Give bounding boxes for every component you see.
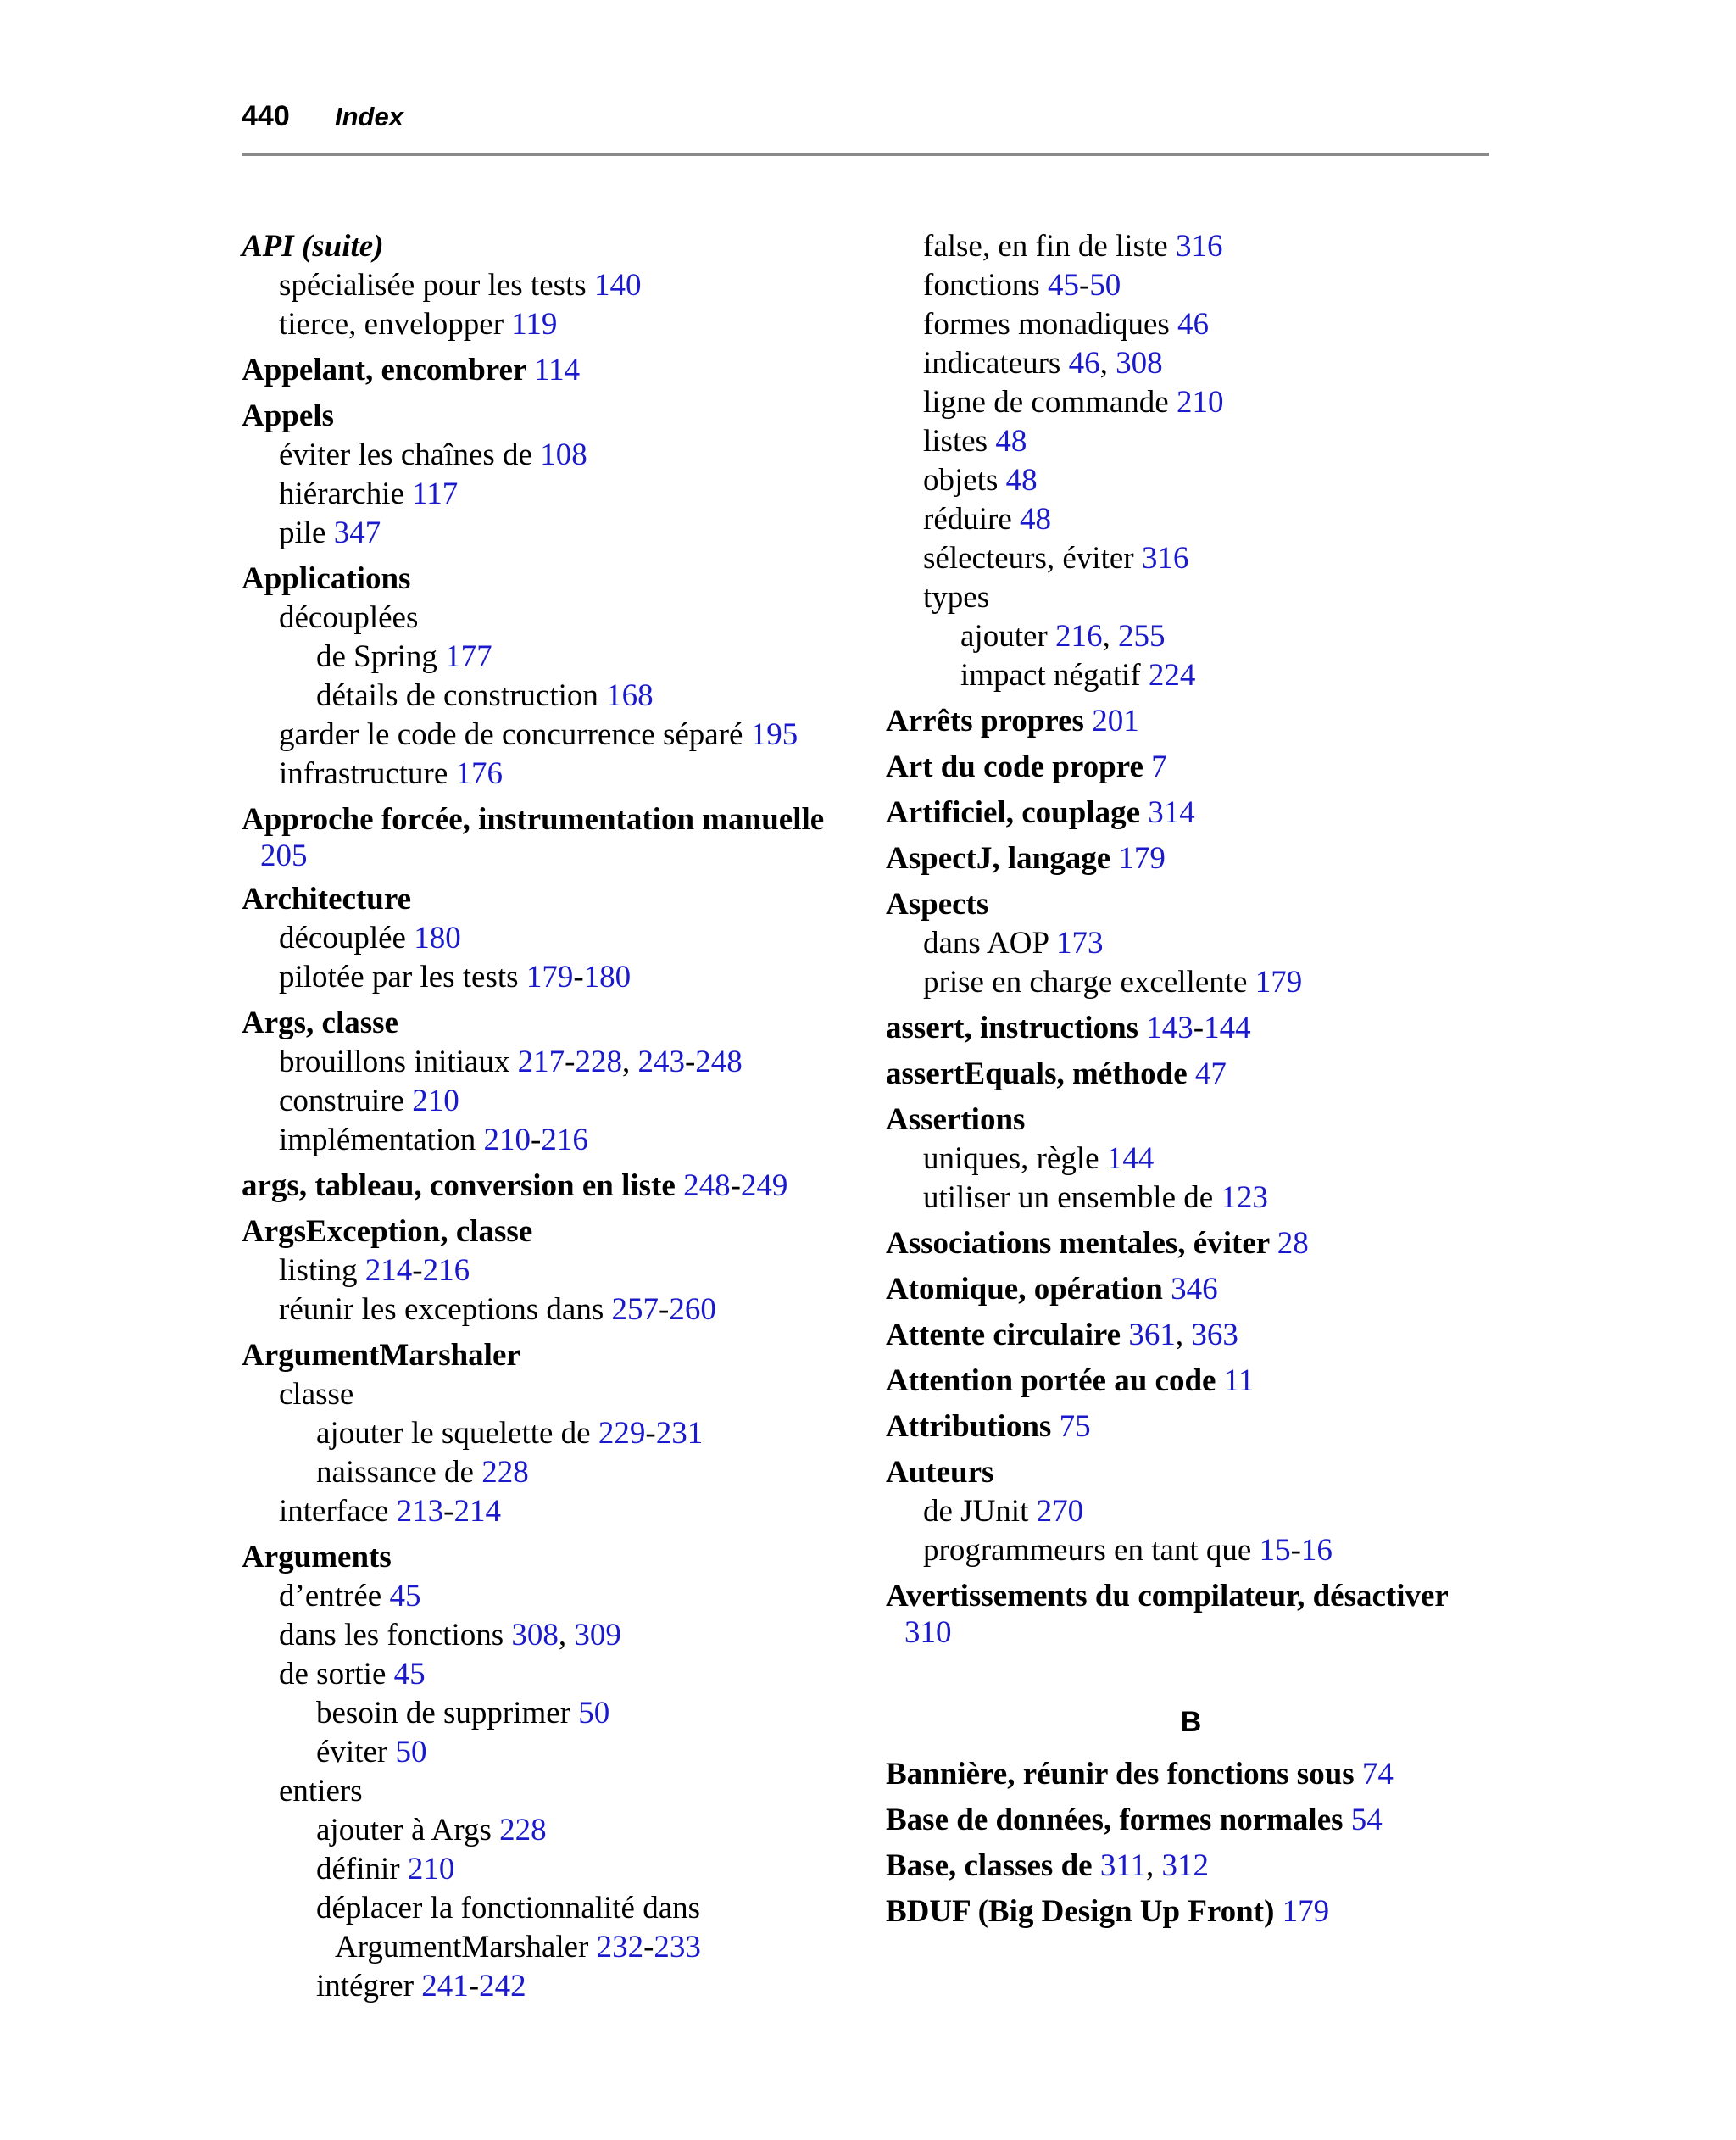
entry-text: uniques, règle xyxy=(923,1141,1099,1176)
index-subentry xyxy=(242,1733,852,1772)
page-reference-link[interactable]: 50 xyxy=(1089,268,1121,303)
page-reference-link[interactable]: 216 xyxy=(422,1253,470,1288)
index-main-entry xyxy=(886,839,1496,878)
index-subentry xyxy=(242,305,852,344)
index-subentry xyxy=(886,1492,1496,1531)
index-main-entry xyxy=(242,1212,852,1251)
index-main-entry: Base, classes de 311, 312 xyxy=(886,1848,1209,1883)
entry-text: formes monadiques xyxy=(923,307,1170,342)
page-reference-link[interactable]: 48 xyxy=(1005,463,1038,498)
index-main-entry xyxy=(886,1892,1496,1931)
page-reference-link[interactable]: 15 xyxy=(1259,1533,1291,1568)
entry-text: Attention portée au code xyxy=(886,1363,1216,1398)
entry-text: tierce, envelopper xyxy=(279,307,504,342)
page-reference-link[interactable]: 316 xyxy=(1141,541,1189,576)
index-subentry xyxy=(886,539,1496,578)
entry-text: Applications xyxy=(242,561,411,596)
page-reference-link[interactable]: 228 xyxy=(499,1813,547,1847)
page-reference-link[interactable]: 173 xyxy=(1055,926,1104,961)
index-subentry: ajouter 216, 255 xyxy=(960,619,1166,654)
index-main-entry xyxy=(886,1453,1496,1492)
entry-text: fonctions xyxy=(923,268,1040,303)
page-reference-link[interactable]: 214 xyxy=(453,1494,501,1529)
page-reference-link[interactable]: 248 xyxy=(695,1045,743,1079)
index-subentry xyxy=(886,656,1496,695)
index-main-entry xyxy=(242,351,852,390)
entry-text: intégrer xyxy=(316,1969,415,2003)
entry-text: Arguments xyxy=(242,1540,392,1574)
page-reference-link[interactable]: 347 xyxy=(333,515,381,550)
entry-text: classe xyxy=(279,1377,354,1412)
entry-text: ajouter le squelette de xyxy=(316,1416,591,1451)
index-subentry xyxy=(242,599,852,638)
page-reference-link[interactable]: 179 xyxy=(1255,965,1303,1000)
page-reference-link[interactable]: 213 xyxy=(396,1494,444,1529)
entry-text: implémentation xyxy=(279,1123,476,1157)
page-reference-link[interactable]: 54 xyxy=(1350,1803,1383,1837)
index-subentry: implémentation 210-216 xyxy=(279,1123,588,1157)
index-subentry xyxy=(886,578,1496,617)
page-reference-link[interactable]: 195 xyxy=(750,717,798,752)
page-reference-link[interactable]: 16 xyxy=(1300,1533,1333,1568)
entry-text: dans AOP xyxy=(923,926,1049,961)
index-column-left xyxy=(242,227,852,2006)
index-main-entry xyxy=(886,885,1496,924)
index-subentry xyxy=(242,638,852,677)
index-subentry xyxy=(886,422,1496,461)
page-reference-link[interactable]: 233 xyxy=(654,1930,701,1964)
page-reference-link[interactable]: 108 xyxy=(540,437,587,472)
index-subentry xyxy=(242,1577,852,1616)
index-subentry xyxy=(886,963,1496,1002)
index-main-entry: assert, instructions 143-144 xyxy=(886,1011,1251,1045)
page-reference-link[interactable]: 217 xyxy=(517,1045,565,1079)
page-reference-link[interactable]: 248 xyxy=(683,1168,731,1203)
index-subentry: listing 214-216 xyxy=(279,1253,470,1288)
entry-text: Arrêts propres xyxy=(886,704,1084,738)
index-main-entry xyxy=(242,1004,852,1043)
page-reference-link[interactable]: 168 xyxy=(606,678,654,713)
page-reference-link[interactable]: 46 xyxy=(1068,346,1100,381)
entry-text: Assertions xyxy=(886,1102,1026,1137)
index-subentry: interface 213-214 xyxy=(279,1494,501,1529)
index-subentry xyxy=(242,1811,852,1850)
index-main-entry xyxy=(886,702,1496,741)
index-subentry xyxy=(242,436,852,475)
entry-text: de Spring xyxy=(316,639,437,674)
page-reference-link[interactable]: 47 xyxy=(1194,1056,1227,1091)
page-reference-link[interactable]: 45 xyxy=(1047,268,1079,303)
page-reference-link[interactable]: 117 xyxy=(412,476,459,511)
page-reference-link[interactable]: 48 xyxy=(995,424,1027,459)
entry-text: Appels xyxy=(242,398,334,433)
entry-text: ArgumentMarshaler xyxy=(335,1930,589,1964)
page-reference-link[interactable]: 210 xyxy=(1176,385,1224,420)
page-reference-link[interactable]: 45 xyxy=(389,1579,421,1613)
page-reference-link[interactable]: 249 xyxy=(740,1168,788,1203)
page-reference-link[interactable]: 312 xyxy=(1161,1848,1209,1883)
page-reference-link[interactable]: 74 xyxy=(1361,1757,1394,1792)
page-reference-link[interactable]: 48 xyxy=(1020,502,1052,537)
page-reference-link[interactable]: 232 xyxy=(596,1930,644,1964)
index-main-entry xyxy=(886,1407,1496,1446)
page-reference-link[interactable]: 177 xyxy=(445,639,492,674)
index-subentry xyxy=(242,1453,852,1492)
page-reference-link[interactable]: 144 xyxy=(1204,1011,1251,1045)
page-reference-link[interactable]: 308 xyxy=(1116,346,1163,381)
index-subentry: dans les fonctions 308, 309 xyxy=(279,1618,621,1652)
entry-text: réduire xyxy=(923,502,1012,537)
page-reference-link[interactable]: 260 xyxy=(669,1292,716,1327)
index-subentry xyxy=(886,461,1496,500)
page-reference-link[interactable]: 308 xyxy=(511,1618,559,1652)
entry-text: interface xyxy=(279,1494,389,1529)
entry-text: de sortie xyxy=(279,1657,387,1691)
index-subentry: fonctions 45-50 xyxy=(923,268,1121,303)
index-subentry: intégrer 241-242 xyxy=(316,1969,526,2003)
entry-text: brouillons initiaux xyxy=(279,1045,510,1079)
entry-text: besoin de supprimer xyxy=(316,1696,571,1730)
entry-text: Associations mentales, éviter xyxy=(886,1226,1270,1261)
entry-text: de JUnit xyxy=(923,1494,1029,1529)
entry-text: découplée xyxy=(279,921,406,956)
index-subentry xyxy=(242,1375,852,1414)
page-reference-link[interactable]: 201 xyxy=(1092,704,1139,738)
index-subentry xyxy=(242,1889,852,1928)
entry-text: réunir les exceptions dans xyxy=(279,1292,604,1327)
index-main-entry: args, tableau, conversion en liste 248-249 xyxy=(242,1168,788,1203)
index-main-entry xyxy=(886,1224,1496,1263)
page-reference-link[interactable]: 311 xyxy=(1099,1848,1146,1883)
entry-text: Aspects xyxy=(886,887,989,922)
index-letter-heading: B xyxy=(1180,1706,1202,1738)
index-subentry: indicateurs 46, 308 xyxy=(923,346,1163,381)
index-subentry xyxy=(242,475,852,514)
page-reference-link[interactable]: 363 xyxy=(1191,1318,1238,1352)
index-subentry xyxy=(886,227,1496,266)
index-subentry: ArgumentMarshaler 232-233 xyxy=(335,1930,701,1964)
page-reference-link[interactable]: 180 xyxy=(583,960,632,995)
page-reference-link[interactable]: 216 xyxy=(541,1123,588,1157)
page-reference-link[interactable]: 7 xyxy=(1151,750,1167,784)
page-reference-link[interactable]: 255 xyxy=(1117,619,1166,654)
page-reference-link[interactable]: 228 xyxy=(575,1045,622,1079)
index-column-right xyxy=(886,227,1496,1931)
entry-text: Atomique, opération xyxy=(886,1272,1163,1307)
page-reference-link[interactable]: 123 xyxy=(1221,1180,1268,1215)
entry-text: ArgsException, classe xyxy=(242,1214,533,1249)
index-subentry xyxy=(242,1655,852,1694)
page-reference-link[interactable]: 214 xyxy=(364,1253,413,1288)
entry-text: Attributions xyxy=(886,1409,1052,1444)
index-main-entry xyxy=(242,397,852,436)
index-main-entry xyxy=(886,1577,1496,1616)
entry-text: ArgumentMarshaler xyxy=(242,1338,520,1373)
entry-text: d’entrée xyxy=(279,1579,382,1613)
index-main-entry xyxy=(242,1336,852,1375)
index-main-entry: Attente circulaire 361, 363 xyxy=(886,1318,1238,1352)
index-subentry: pilotée par les tests 179-180 xyxy=(279,960,632,995)
entry-text: Base de données, formes normales xyxy=(886,1803,1344,1837)
entry-text: impact négatif xyxy=(960,658,1141,693)
entry-text: détails de construction xyxy=(316,678,598,713)
index-subentry xyxy=(886,1140,1496,1179)
page-reference-link[interactable]: 210 xyxy=(412,1084,459,1118)
index-main-entry xyxy=(242,880,852,919)
page-reference-link[interactable]: 119 xyxy=(511,307,558,342)
entry-text: Art du code propre xyxy=(886,750,1143,784)
page-reference-link[interactable]: 216 xyxy=(1054,619,1103,654)
index-subentry xyxy=(242,919,852,958)
index-subentry xyxy=(242,1772,852,1811)
index-subentry xyxy=(242,514,852,553)
page-reference-link[interactable]: 114 xyxy=(533,353,581,387)
index-subentry xyxy=(242,266,852,305)
entry-text: hiérarchie xyxy=(279,476,404,511)
index-main-entry xyxy=(886,1055,1496,1094)
page-number: 440 xyxy=(242,100,290,132)
index-subentry: ajouter le squelette de 229-231 xyxy=(316,1416,704,1451)
page-reference-link[interactable]: 11 xyxy=(1223,1363,1255,1398)
page-reference-link[interactable]: 242 xyxy=(479,1969,526,2003)
page-reference-link[interactable]: 316 xyxy=(1175,229,1223,264)
index-entry-continuation xyxy=(242,839,852,873)
entry-text: Artificiel, couplage xyxy=(886,795,1141,830)
index-main-entry xyxy=(886,1755,1496,1794)
entry-text: args, tableau, conversion en liste xyxy=(242,1168,676,1203)
index-main-entry xyxy=(242,1538,852,1577)
index-main-entry xyxy=(886,748,1496,787)
entry-text: assert, instructions xyxy=(886,1011,1139,1045)
running-head: Index xyxy=(335,102,403,131)
entry-text: indicateurs xyxy=(923,346,1061,381)
entry-text: sélecteurs, éviter xyxy=(923,541,1134,576)
entry-text: ajouter xyxy=(960,619,1048,654)
entry-text: Bannière, réunir des fonctions sous xyxy=(886,1757,1355,1792)
page-reference-link[interactable]: 346 xyxy=(1171,1272,1218,1307)
index-subentry xyxy=(242,1082,852,1121)
index-subentry xyxy=(242,755,852,794)
page-reference-link[interactable]: 180 xyxy=(414,921,461,956)
page-reference-link[interactable]: 50 xyxy=(395,1735,427,1769)
index-main-entry xyxy=(886,1101,1496,1140)
entry-text: programmeurs en tant que xyxy=(923,1533,1252,1568)
page-reference-link[interactable]: 205 xyxy=(260,839,308,873)
index-subentry xyxy=(886,924,1496,963)
page-reference-link[interactable]: 50 xyxy=(578,1696,610,1730)
page-header xyxy=(242,100,1489,156)
entry-text: Args, classe xyxy=(242,1006,398,1040)
index-subentry: réunir les exceptions dans 257-260 xyxy=(279,1292,716,1327)
entry-text: Auteurs xyxy=(886,1455,994,1490)
entry-text: ligne de commande xyxy=(923,385,1169,420)
page-reference-link[interactable]: 179 xyxy=(1118,841,1166,876)
entry-text: false, en fin de liste xyxy=(923,229,1168,264)
entry-text: BDUF (Big Design Up Front) xyxy=(886,1894,1275,1929)
index-subentry xyxy=(886,383,1496,422)
page-reference-link[interactable]: 231 xyxy=(655,1416,704,1451)
index-subentry: brouillons initiaux 217-228, 243-248 xyxy=(279,1045,743,1079)
index-main-entry xyxy=(242,560,852,599)
page-reference-link[interactable]: 241 xyxy=(421,1969,469,2003)
page-reference-link[interactable]: 229 xyxy=(598,1416,646,1451)
page-reference-link[interactable]: 28 xyxy=(1277,1226,1309,1261)
page-reference-link[interactable]: 143 xyxy=(1146,1011,1194,1045)
page-reference-link[interactable]: 210 xyxy=(407,1852,455,1886)
entry-text: spécialisée pour les tests xyxy=(279,268,587,303)
page-reference-link[interactable]: 75 xyxy=(1059,1409,1091,1444)
index-subentry xyxy=(242,677,852,716)
page-reference-link[interactable]: 270 xyxy=(1036,1494,1084,1529)
page-reference-link[interactable]: 257 xyxy=(611,1292,659,1327)
page-reference-link[interactable]: 243 xyxy=(637,1045,685,1079)
entry-text: listes xyxy=(923,424,988,459)
entry-text: pilotée par les tests xyxy=(279,960,519,995)
page-reference-link[interactable]: 361 xyxy=(1128,1318,1176,1352)
entry-text: découplées xyxy=(279,600,419,635)
index-entry-continuation xyxy=(886,1616,1496,1650)
entry-text: API (suite) xyxy=(242,229,384,264)
index-subentry xyxy=(886,1179,1496,1218)
index-subentry xyxy=(242,1850,852,1889)
index-subentry xyxy=(886,500,1496,539)
entry-text: dans les fonctions xyxy=(279,1618,504,1652)
page-reference-link[interactable]: 144 xyxy=(1106,1141,1155,1176)
page-reference-link[interactable]: 224 xyxy=(1148,658,1196,693)
index-main-entry xyxy=(886,794,1496,833)
entry-text: types xyxy=(923,580,990,615)
entry-text: entiers xyxy=(279,1774,363,1808)
index-main-entry xyxy=(886,1270,1496,1309)
page-reference-link[interactable]: 179 xyxy=(1282,1894,1330,1929)
entry-text: Base, classes de xyxy=(886,1848,1093,1883)
index-subentry: programmeurs en tant que 15-16 xyxy=(923,1533,1333,1568)
page-reference-link[interactable]: 179 xyxy=(526,960,574,995)
index-subentry xyxy=(886,305,1496,344)
entry-text: prise en charge excellente xyxy=(923,965,1248,1000)
entry-text: Avertissements du compilateur, désactiver xyxy=(886,1579,1449,1613)
entry-text: AspectJ, langage xyxy=(886,841,1111,876)
page-reference-link[interactable]: 210 xyxy=(483,1123,531,1157)
index-main-entry xyxy=(886,1801,1496,1840)
entry-text: Approche forcée, instrumentation manuelle xyxy=(242,802,825,837)
entry-text: objets xyxy=(923,463,999,498)
entry-text: garder le code de concurrence séparé xyxy=(279,717,743,752)
index-main-entry xyxy=(886,1362,1496,1401)
entry-text: utiliser un ensemble de xyxy=(923,1180,1214,1215)
entry-text: construire xyxy=(279,1084,404,1118)
index-subentry xyxy=(242,716,852,755)
entry-text: listing xyxy=(279,1253,358,1288)
entry-text: Architecture xyxy=(242,882,411,917)
page-reference-link[interactable]: 309 xyxy=(574,1618,621,1652)
page-reference-link[interactable]: 310 xyxy=(904,1615,952,1650)
page-reference-link[interactable]: 314 xyxy=(1148,795,1195,830)
entry-text: ajouter à Args xyxy=(316,1813,492,1847)
entry-text: définir xyxy=(316,1852,400,1886)
page-reference-link[interactable]: 140 xyxy=(593,268,642,303)
entry-text: Appelant, encombrer xyxy=(242,353,526,387)
entry-text: naissance de xyxy=(316,1455,474,1490)
entry-text: éviter les chaînes de xyxy=(279,437,532,472)
page-reference-link[interactable]: 45 xyxy=(393,1657,426,1691)
index-main-entry xyxy=(242,800,852,839)
index-main-entry xyxy=(242,227,852,266)
entry-text: infrastructure xyxy=(279,756,448,791)
entry-text: éviter xyxy=(316,1735,388,1769)
index-subentry xyxy=(242,1694,852,1733)
page-reference-link[interactable]: 228 xyxy=(481,1455,529,1490)
entry-text: pile xyxy=(279,515,326,550)
entry-text: assertEquals, méthode xyxy=(886,1056,1188,1091)
entry-text: Attente circulaire xyxy=(886,1318,1121,1352)
entry-text: déplacer la fonctionnalité dans xyxy=(316,1891,701,1925)
page-reference-link[interactable]: 176 xyxy=(455,756,504,791)
page-reference-link[interactable]: 46 xyxy=(1177,307,1210,342)
